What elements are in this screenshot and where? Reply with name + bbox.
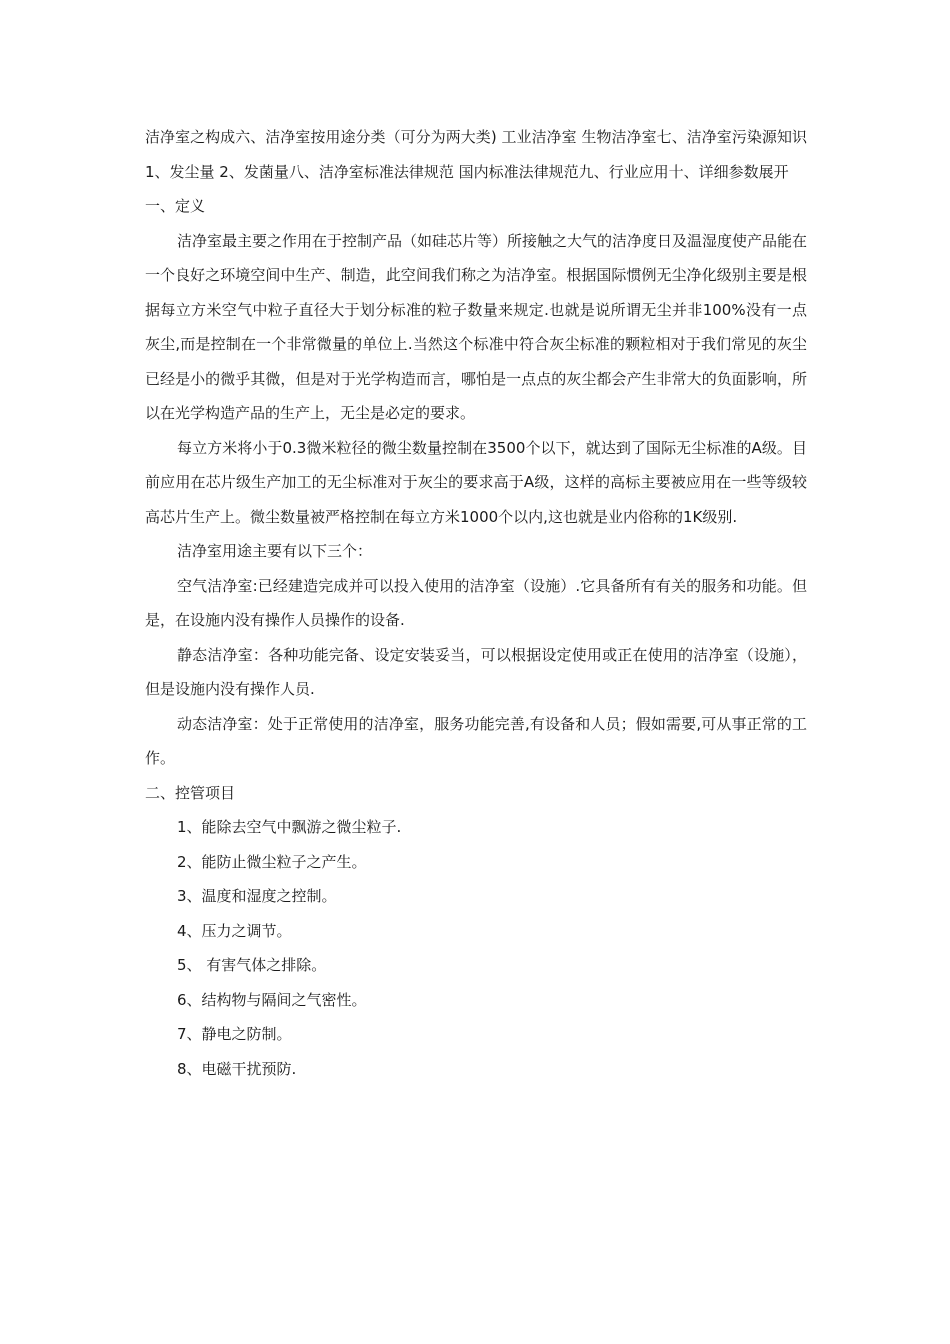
list-item: 6、结构物与隔间之气密性。 (177, 990, 367, 1009)
usage-intro-paragraph: 洁净室用途主要有以下三个： (177, 542, 373, 560)
section-heading-control-items: 二、控管项目 (145, 783, 236, 802)
static-cleanroom-paragraph: 静态洁净室：各种功能完备、设定安装妥当，可以根据设定使用或正在使用的洁净室（设施），但是设施内没有操作人员. (145, 645, 807, 698)
air-cleanroom-paragraph: 空气洁净室:已经建造完成并可以投入使用的洁净室（设施）.它具备所有有关的服务和功能。但是，在设施内没有操作人员操作的设备. (145, 576, 807, 629)
list-item: 1、能除去空气中飘游之微尘粒子. (177, 818, 402, 836)
dynamic-cleanroom-paragraph: 动态洁净室：处于正常使用的洁净室，服务功能完善,有设备和人员；假如需要,可从事正常的工作。 (145, 714, 807, 767)
list-item: 4、压力之调节。 (177, 921, 292, 940)
list-item: 2、能防止微尘粒子之产生。 (177, 852, 367, 871)
standard-paragraph: 每立方米将小于0.3微米粒径的微尘数量控制在3500个以下，就达到了国际无尘标准的A级。目前应用在芯片级生产加工的无尘标准对于灰尘的要求高于A级，这样的高标主要被应用在一些等级较高芯片生产上。微尘数量被严格控制在每立方米1000个以内,这也就是业内俗称的1K级别. (145, 438, 807, 526)
list-item: 8、电磁干扰预防. (177, 1059, 297, 1078)
intro-paragraph: 洁净室之构成六、洁净室按用途分类（可分为两大类) 工业洁净室 生物洁净室七、洁净室污染源知识 1、发尘量 2、发菌量八、洁净室标准法律规范 国内标准法律规范九、行业应用十、详细参数展开 (145, 128, 807, 181)
list-item: 3、温度和湿度之控制。 (177, 887, 337, 905)
section-heading-definition: 一、定义 (145, 197, 206, 215)
document-body (145, 120, 807, 1086)
definition-paragraph: 洁净室最主要之作用在于控制产品（如硅芯片等）所接触之大气的洁净度日及温湿度使产品能在一个良好之环境空间中生产、制造，此空间我们称之为洁净室。根据国际惯例无尘净化级别主要是根据每立方米空气中粒子直径大于划分标准的粒子数量来规定.也就是说所谓无尘并非100%没有一点灰尘,而是控制在一个非常微量的单位上.当然这个标准中符合灰尘标准的颗粒相对于我们常见的灰尘已经是小的微乎其微，但是对于光学构造而言，哪怕是一点点的灰尘都会产生非常大的负面影响，所以在光学构造产品的生产上，无尘是必定的要求。 (145, 231, 808, 422)
list-item: 5、 有害气体之排除。 (177, 956, 327, 974)
list-item: 7、静电之防制。 (177, 1025, 292, 1043)
